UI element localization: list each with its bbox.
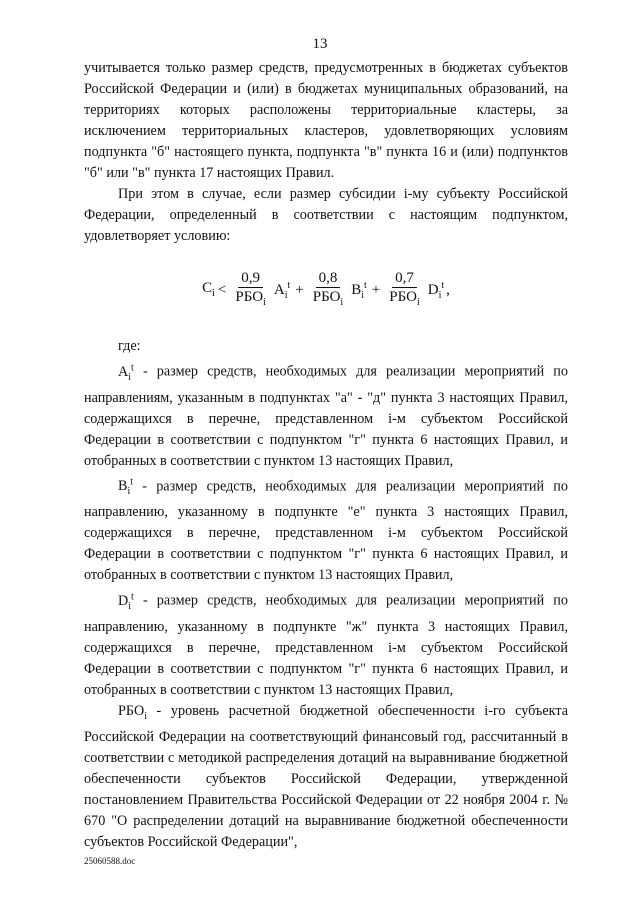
definition-b: $B_i^t$ - размер средств, необходимых для реализации мероприятий по направлению, указанному в подпункте "е" пункта 3 настоящих Правил, содержащихся в перечне, представленном i-м субъектом Российской Федерации в соответствии с подпунктом "г" пункта 6 настоящих Правил, и отобранных в соответствии с пунктом 13 настоящих Правил, [84, 476, 568, 584]
formula-var-a: $A_i^t$ [273, 280, 291, 301]
formula-plus: + [371, 282, 381, 298]
where-label: где: [118, 338, 141, 354]
formula-plus: + [295, 282, 304, 298]
formula-var-d: $D_i^t$ [427, 280, 445, 301]
paragraph-continuation: учитывается только размер средств, предусмотренных в бюджетах субъектов Российской Федерации и (или) в бюджетах муниципальных образований, на территориях которых расположены территориальные кластеры, за исключением территориальных кластеров, удовлетворяющих условиям подпункта "б" настоящего пункта, подпункта "в" пункта 16 и (или) подпунктов "б" или "в" пункта 17 настоящих Правил. [84, 60, 568, 181]
page-number: 13 [312, 36, 328, 52]
subsidy-condition-formula [84, 269, 568, 312]
fraction-coef-d: $\frac{0,7}{РБО_i}$ [389, 270, 420, 308]
symbol-a: $A_i^t$ [118, 362, 134, 383]
document-body [84, 58, 568, 853]
symbol-rbo: $РБО_i$ [118, 702, 147, 722]
formula-lhs: $C_i$ [202, 279, 215, 299]
symbol-b: $B_i^t$ [118, 476, 134, 498]
symbol-d: $D_i^t$ [118, 591, 134, 612]
fraction-coef-a: $\frac{0,9}{РБО_i}$ [235, 270, 266, 308]
formula-less-than: < [217, 282, 227, 298]
formula-comma: , [446, 282, 450, 298]
formula-var-b: $B_i^t$ [351, 280, 367, 301]
definition-d: $D_i^t$ - размер средств, необходимых для реализации мероприятий по направлению, указанному в подпункте "ж" пункта 3 настоящих Правил, содержащихся в перечне, представленном i-м субъектом Российской Федерации в соответствии с подпунктом "г" пункта 6 настоящих Правил, и отобранных в соответствии с пунктом 13 настоящих Правил, [84, 591, 568, 698]
definition-rbo: $РБО_i$ - уровень расчетной бюджетной обеспеченности i-го субъекта Российской Федерации на соответствующий финансовый год, рассчитанный в соответствии с методикой распределения дотаций на выравнивание бюджетной обеспеченности субъектов Российской Федерации, утвержденной постановлением Правительства Российской Федерации от 22 ноября 2004 г. № 670 "О распределении дотаций на выравнивание бюджетной обеспеченности субъектов Российской Федерации", [84, 702, 568, 850]
definition-a: $A_i^t$ - размер средств, необходимых для реализации мероприятий по направлениям, указанным в подпунктах "а" - "д" пункта 3 настоящих Правил, содержащихся в перечне, представленном i-м субъектом Российской Федерации в соответствии с подпунктом "г" пункта 6 настоящих Правил, и отобранных в соответствии с пунктом 13 настоящих Правил, [84, 362, 568, 469]
file-name-footer: 25060588.doc [84, 856, 136, 866]
paragraph-condition: При этом в случае, если размер субсидии i-му субъекту Российской Федерации, определенный в соответствии с настоящим подпунктом, удовлетворяет условию: [84, 186, 568, 244]
fraction-coef-b: $\frac{0,8}{РБО_i}$ [312, 270, 344, 308]
